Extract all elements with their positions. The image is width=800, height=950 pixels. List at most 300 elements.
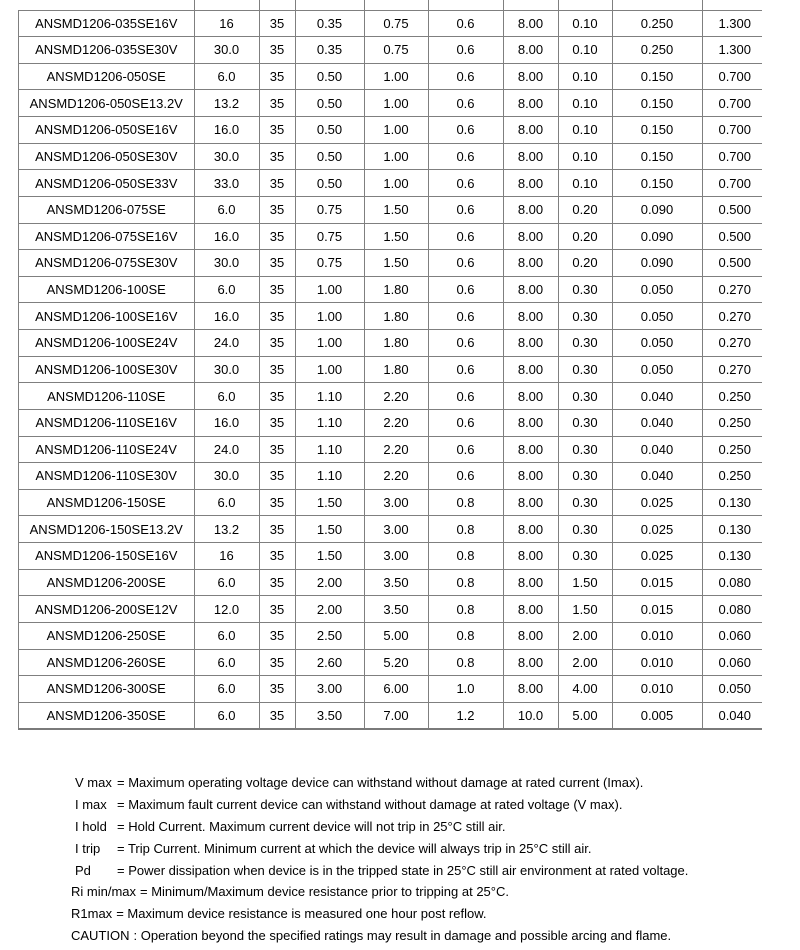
cut-off-cell — [612, 0, 702, 10]
value-cell: 0.015 — [612, 569, 702, 596]
legend-definition: : Operation beyond the specified ratings may result in damage and possible arcing and flame. — [133, 928, 672, 944]
value-cell: 0.090 — [612, 223, 702, 250]
cut-off-cell — [558, 0, 612, 10]
value-cell: 1.00 — [364, 63, 428, 90]
value-cell: 1.00 — [364, 143, 428, 170]
value-cell: 0.30 — [558, 516, 612, 543]
legend-line — [0, 881, 800, 903]
value-cell: 0.6 — [428, 223, 503, 250]
value-cell: 0.700 — [702, 90, 762, 117]
value-cell: 0.500 — [702, 196, 762, 223]
value-cell: 0.6 — [428, 117, 503, 144]
value-cell: 0.500 — [702, 250, 762, 277]
value-cell: 16 — [194, 10, 259, 37]
part-number-cell: ANSMD1206-200SE — [19, 569, 195, 596]
value-cell: 0.10 — [558, 90, 612, 117]
value-cell: 1.80 — [364, 303, 428, 330]
part-number-cell: ANSMD1206-110SE16V — [19, 409, 195, 436]
value-cell: 0.10 — [558, 10, 612, 37]
value-cell: 16.0 — [194, 223, 259, 250]
value-cell: 0.75 — [295, 196, 364, 223]
value-cell: 0.8 — [428, 596, 503, 623]
table-row — [19, 143, 763, 170]
value-cell: 8.00 — [503, 543, 558, 570]
value-cell: 16.0 — [194, 303, 259, 330]
value-cell: 35 — [259, 63, 295, 90]
value-cell: 0.6 — [428, 330, 503, 357]
table-row — [19, 649, 763, 676]
value-cell: 1.00 — [295, 356, 364, 383]
value-cell: 0.270 — [702, 303, 762, 330]
legend-line — [0, 860, 800, 882]
part-number-cell: ANSMD1206-110SE30V — [19, 463, 195, 490]
part-number-cell: ANSMD1206-035SE16V — [19, 10, 195, 37]
value-cell: 0.6 — [428, 409, 503, 436]
value-cell: 0.010 — [612, 649, 702, 676]
part-number-cell: ANSMD1206-100SE16V — [19, 303, 195, 330]
value-cell: 1.80 — [364, 356, 428, 383]
value-cell: 8.00 — [503, 143, 558, 170]
legend-definition: = Minimum/Maximum device resistance prior to tripping at 25°C. — [140, 884, 509, 900]
value-cell: 0.130 — [702, 516, 762, 543]
caution-line — [0, 925, 800, 947]
spec-table — [18, 0, 762, 730]
value-cell: 8.00 — [503, 356, 558, 383]
value-cell: 1.10 — [295, 463, 364, 490]
value-cell: 35 — [259, 383, 295, 410]
table-row — [19, 622, 763, 649]
part-number-cell: ANSMD1206-050SE — [19, 63, 195, 90]
table-row — [19, 330, 763, 357]
value-cell: 5.00 — [558, 702, 612, 729]
value-cell: 8.00 — [503, 330, 558, 357]
cut-off-row — [19, 0, 763, 10]
table-row — [19, 543, 763, 570]
value-cell: 0.50 — [295, 63, 364, 90]
value-cell: 3.50 — [295, 702, 364, 729]
value-cell: 24.0 — [194, 436, 259, 463]
value-cell: 35 — [259, 90, 295, 117]
value-cell: 5.00 — [364, 622, 428, 649]
value-cell: 0.250 — [702, 436, 762, 463]
value-cell: 0.6 — [428, 356, 503, 383]
value-cell: 30.0 — [194, 143, 259, 170]
value-cell: 0.6 — [428, 436, 503, 463]
value-cell: 6.0 — [194, 569, 259, 596]
value-cell: 3.00 — [295, 676, 364, 703]
part-number-cell: ANSMD1206-035SE30V — [19, 37, 195, 64]
value-cell: 35 — [259, 596, 295, 623]
value-cell: 0.10 — [558, 143, 612, 170]
table-row — [19, 596, 763, 623]
value-cell: 2.00 — [295, 569, 364, 596]
value-cell: 0.30 — [558, 276, 612, 303]
value-cell: 0.10 — [558, 170, 612, 197]
value-cell: 35 — [259, 409, 295, 436]
value-cell: 8.00 — [503, 303, 558, 330]
value-cell: 0.080 — [702, 569, 762, 596]
table-row — [19, 37, 763, 64]
value-cell: 0.090 — [612, 196, 702, 223]
table-row — [19, 356, 763, 383]
value-cell: 35 — [259, 489, 295, 516]
part-number-cell: ANSMD1206-300SE — [19, 676, 195, 703]
part-number-cell: ANSMD1206-110SE24V — [19, 436, 195, 463]
value-cell: 35 — [259, 463, 295, 490]
value-cell: 0.6 — [428, 37, 503, 64]
value-cell: 1.50 — [364, 223, 428, 250]
legend-section — [0, 772, 800, 947]
table-row — [19, 117, 763, 144]
value-cell: 0.20 — [558, 223, 612, 250]
value-cell: 35 — [259, 649, 295, 676]
value-cell: 0.50 — [295, 143, 364, 170]
value-cell: 0.270 — [702, 276, 762, 303]
value-cell: 2.20 — [364, 463, 428, 490]
part-number-cell: ANSMD1206-075SE30V — [19, 250, 195, 277]
part-number-cell: ANSMD1206-150SE16V — [19, 543, 195, 570]
value-cell: 1.300 — [702, 10, 762, 37]
value-cell: 0.6 — [428, 10, 503, 37]
value-cell: 35 — [259, 569, 295, 596]
value-cell: 8.00 — [503, 463, 558, 490]
part-number-cell: ANSMD1206-150SE13.2V — [19, 516, 195, 543]
value-cell: 35 — [259, 436, 295, 463]
legend-term: CAUTION — [71, 928, 130, 944]
value-cell: 0.015 — [612, 596, 702, 623]
legend-definition: = Trip Current. Minimum current at which the device will always trip in 25°C still air. — [117, 840, 592, 856]
value-cell: 1.300 — [702, 37, 762, 64]
legend-line — [0, 794, 800, 816]
part-number-cell: ANSMD1206-075SE — [19, 196, 195, 223]
cut-off-cell — [364, 0, 428, 10]
legend-definition: = Maximum operating voltage device can withstand without damage at rated current (Imax). — [117, 775, 644, 790]
cut-off-cell — [19, 0, 195, 10]
value-cell: 0.30 — [558, 543, 612, 570]
table-row — [19, 276, 763, 303]
value-cell: 0.050 — [612, 303, 702, 330]
value-cell: 1.50 — [558, 596, 612, 623]
value-cell: 0.6 — [428, 463, 503, 490]
value-cell: 0.8 — [428, 543, 503, 570]
value-cell: 0.30 — [558, 436, 612, 463]
table-row — [19, 702, 763, 729]
value-cell: 0.130 — [702, 489, 762, 516]
cut-off-cell — [428, 0, 503, 10]
value-cell: 3.50 — [364, 596, 428, 623]
table-row — [19, 63, 763, 90]
value-cell: 35 — [259, 330, 295, 357]
value-cell: 35 — [259, 250, 295, 277]
legend-line — [0, 838, 800, 860]
table-row — [19, 90, 763, 117]
value-cell: 0.10 — [558, 117, 612, 144]
value-cell: 0.250 — [612, 10, 702, 37]
legend-term: I trip — [75, 840, 101, 856]
value-cell: 0.30 — [558, 489, 612, 516]
value-cell: 0.30 — [558, 409, 612, 436]
value-cell: 35 — [259, 702, 295, 729]
value-cell: 0.700 — [702, 63, 762, 90]
value-cell: 2.20 — [364, 383, 428, 410]
value-cell: 0.040 — [702, 702, 762, 729]
value-cell: 30.0 — [194, 250, 259, 277]
value-cell: 8.00 — [503, 250, 558, 277]
table-row — [19, 569, 763, 596]
value-cell: 0.50 — [295, 170, 364, 197]
value-cell: 1.50 — [295, 543, 364, 570]
table-row — [19, 409, 763, 436]
table-row — [19, 223, 763, 250]
value-cell: 30.0 — [194, 356, 259, 383]
value-cell: 0.060 — [702, 649, 762, 676]
value-cell: 35 — [259, 37, 295, 64]
value-cell: 2.20 — [364, 436, 428, 463]
value-cell: 0.050 — [702, 676, 762, 703]
part-number-cell: ANSMD1206-150SE — [19, 489, 195, 516]
value-cell: 0.30 — [558, 356, 612, 383]
value-cell: 8.00 — [503, 10, 558, 37]
value-cell: 0.010 — [612, 676, 702, 703]
table-row — [19, 170, 763, 197]
legend-term: Ri min/max — [71, 884, 137, 900]
value-cell: 3.00 — [364, 516, 428, 543]
value-cell: 1.50 — [295, 489, 364, 516]
value-cell: 6.0 — [194, 196, 259, 223]
value-cell: 6.0 — [194, 676, 259, 703]
value-cell: 12.0 — [194, 596, 259, 623]
value-cell: 0.10 — [558, 37, 612, 64]
value-cell: 35 — [259, 622, 295, 649]
value-cell: 0.6 — [428, 170, 503, 197]
value-cell: 1.10 — [295, 383, 364, 410]
value-cell: 0.8 — [428, 649, 503, 676]
value-cell: 8.00 — [503, 649, 558, 676]
legend-definition: = Maximum fault current device can withstand without damage at rated voltage (V max). — [117, 796, 623, 812]
value-cell: 1.50 — [364, 196, 428, 223]
table-row — [19, 676, 763, 703]
value-cell: 35 — [259, 276, 295, 303]
value-cell: 8.00 — [503, 516, 558, 543]
value-cell: 0.040 — [612, 383, 702, 410]
value-cell: 1.00 — [295, 303, 364, 330]
value-cell: 0.250 — [702, 383, 762, 410]
value-cell: 0.050 — [612, 330, 702, 357]
value-cell: 0.150 — [612, 170, 702, 197]
legend-line — [0, 772, 800, 794]
value-cell: 0.700 — [702, 143, 762, 170]
table-row — [19, 489, 763, 516]
value-cell: 0.75 — [364, 10, 428, 37]
value-cell: 0.270 — [702, 330, 762, 357]
value-cell: 35 — [259, 143, 295, 170]
table-row — [19, 383, 763, 410]
part-number-cell: ANSMD1206-200SE12V — [19, 596, 195, 623]
value-cell: 0.6 — [428, 383, 503, 410]
value-cell: 35 — [259, 196, 295, 223]
value-cell: 0.6 — [428, 250, 503, 277]
value-cell: 24.0 — [194, 330, 259, 357]
value-cell: 8.00 — [503, 622, 558, 649]
table-row — [19, 436, 763, 463]
value-cell: 1.50 — [558, 569, 612, 596]
value-cell: 35 — [259, 543, 295, 570]
value-cell: 0.130 — [702, 543, 762, 570]
value-cell: 1.50 — [295, 516, 364, 543]
spec-table-body — [19, 0, 763, 729]
value-cell: 0.150 — [612, 90, 702, 117]
part-number-cell: ANSMD1206-050SE30V — [19, 143, 195, 170]
value-cell: 35 — [259, 356, 295, 383]
value-cell: 1.00 — [295, 276, 364, 303]
value-cell: 0.250 — [612, 37, 702, 64]
value-cell: 1.00 — [364, 117, 428, 144]
value-cell: 6.00 — [364, 676, 428, 703]
value-cell: 30.0 — [194, 37, 259, 64]
value-cell: 0.75 — [295, 223, 364, 250]
value-cell: 16.0 — [194, 409, 259, 436]
value-cell: 0.010 — [612, 622, 702, 649]
value-cell: 1.10 — [295, 409, 364, 436]
value-cell: 0.6 — [428, 276, 503, 303]
part-number-cell: ANSMD1206-350SE — [19, 702, 195, 729]
value-cell: 0.8 — [428, 622, 503, 649]
value-cell: 0.250 — [702, 463, 762, 490]
value-cell: 1.0 — [428, 676, 503, 703]
table-row — [19, 250, 763, 277]
value-cell: 0.35 — [295, 10, 364, 37]
value-cell: 35 — [259, 170, 295, 197]
part-number-cell: ANSMD1206-260SE — [19, 649, 195, 676]
value-cell: 0.8 — [428, 489, 503, 516]
value-cell: 8.00 — [503, 196, 558, 223]
value-cell: 0.005 — [612, 702, 702, 729]
value-cell: 3.00 — [364, 489, 428, 516]
value-cell: 0.50 — [295, 117, 364, 144]
value-cell: 5.20 — [364, 649, 428, 676]
legend-line — [0, 903, 800, 925]
value-cell: 10.0 — [503, 702, 558, 729]
legend-definition: = Hold Current. Maximum current device will not trip in 25°C still air. — [117, 818, 506, 834]
value-cell: 6.0 — [194, 276, 259, 303]
value-cell: 0.090 — [612, 250, 702, 277]
value-cell: 6.0 — [194, 383, 259, 410]
value-cell: 0.6 — [428, 63, 503, 90]
value-cell: 0.040 — [612, 463, 702, 490]
value-cell: 1.00 — [364, 170, 428, 197]
value-cell: 0.10 — [558, 63, 612, 90]
table-row — [19, 516, 763, 543]
value-cell: 1.80 — [364, 330, 428, 357]
value-cell: 3.00 — [364, 543, 428, 570]
value-cell: 35 — [259, 223, 295, 250]
value-cell: 0.040 — [612, 409, 702, 436]
value-cell: 1.50 — [364, 250, 428, 277]
value-cell: 16 — [194, 543, 259, 570]
value-cell: 2.20 — [364, 409, 428, 436]
value-cell: 0.150 — [612, 63, 702, 90]
value-cell: 0.025 — [612, 543, 702, 570]
legend-term: I max — [75, 796, 107, 812]
part-number-cell: ANSMD1206-050SE16V — [19, 117, 195, 144]
value-cell: 8.00 — [503, 569, 558, 596]
value-cell: 6.0 — [194, 702, 259, 729]
value-cell: 0.30 — [558, 330, 612, 357]
value-cell: 3.50 — [364, 569, 428, 596]
value-cell: 0.6 — [428, 90, 503, 117]
value-cell: 4.00 — [558, 676, 612, 703]
value-cell: 0.060 — [702, 622, 762, 649]
part-number-cell: ANSMD1206-250SE — [19, 622, 195, 649]
value-cell: 8.00 — [503, 489, 558, 516]
value-cell: 0.025 — [612, 489, 702, 516]
value-cell: 0.20 — [558, 250, 612, 277]
value-cell: 0.250 — [702, 409, 762, 436]
legend-definition: = Maximum device resistance is measured one hour post reflow. — [116, 906, 487, 922]
cut-off-cell — [702, 0, 762, 10]
legend-definition: = Power dissipation when device is in the tripped state in 25°C still air environment at rated voltage. — [117, 862, 689, 878]
value-cell: 0.6 — [428, 143, 503, 170]
value-cell: 8.00 — [503, 383, 558, 410]
cut-off-cell — [295, 0, 364, 10]
value-cell: 0.050 — [612, 356, 702, 383]
value-cell: 0.270 — [702, 356, 762, 383]
table-row — [19, 196, 763, 223]
legend-line — [0, 816, 800, 838]
value-cell: 13.2 — [194, 90, 259, 117]
cut-off-cell — [259, 0, 295, 10]
value-cell: 6.0 — [194, 63, 259, 90]
value-cell: 8.00 — [503, 436, 558, 463]
legend-term: V max — [75, 775, 112, 790]
value-cell: 8.00 — [503, 63, 558, 90]
value-cell: 2.00 — [558, 649, 612, 676]
value-cell: 6.0 — [194, 489, 259, 516]
value-cell: 2.00 — [295, 596, 364, 623]
value-cell: 0.30 — [558, 383, 612, 410]
value-cell: 0.500 — [702, 223, 762, 250]
value-cell: 0.75 — [295, 250, 364, 277]
value-cell: 6.0 — [194, 649, 259, 676]
value-cell: 0.050 — [612, 276, 702, 303]
value-cell: 35 — [259, 117, 295, 144]
value-cell: 35 — [259, 303, 295, 330]
value-cell: 33.0 — [194, 170, 259, 197]
value-cell: 2.50 — [295, 622, 364, 649]
value-cell: 0.025 — [612, 516, 702, 543]
value-cell: 0.150 — [612, 143, 702, 170]
value-cell: 16.0 — [194, 117, 259, 144]
part-number-cell: ANSMD1206-050SE13.2V — [19, 90, 195, 117]
part-number-cell: ANSMD1206-110SE — [19, 383, 195, 410]
cut-off-cell — [503, 0, 558, 10]
value-cell: 2.60 — [295, 649, 364, 676]
value-cell: 8.00 — [503, 117, 558, 144]
value-cell: 35 — [259, 516, 295, 543]
value-cell: 0.040 — [612, 436, 702, 463]
value-cell: 1.00 — [295, 330, 364, 357]
value-cell: 0.080 — [702, 596, 762, 623]
value-cell: 8.00 — [503, 676, 558, 703]
value-cell: 1.00 — [364, 90, 428, 117]
table-row — [19, 463, 763, 490]
value-cell: 0.8 — [428, 516, 503, 543]
part-number-cell: ANSMD1206-100SE — [19, 276, 195, 303]
value-cell: 6.0 — [194, 622, 259, 649]
value-cell: 0.30 — [558, 463, 612, 490]
legend-term: I hold — [75, 818, 107, 834]
value-cell: 0.700 — [702, 170, 762, 197]
